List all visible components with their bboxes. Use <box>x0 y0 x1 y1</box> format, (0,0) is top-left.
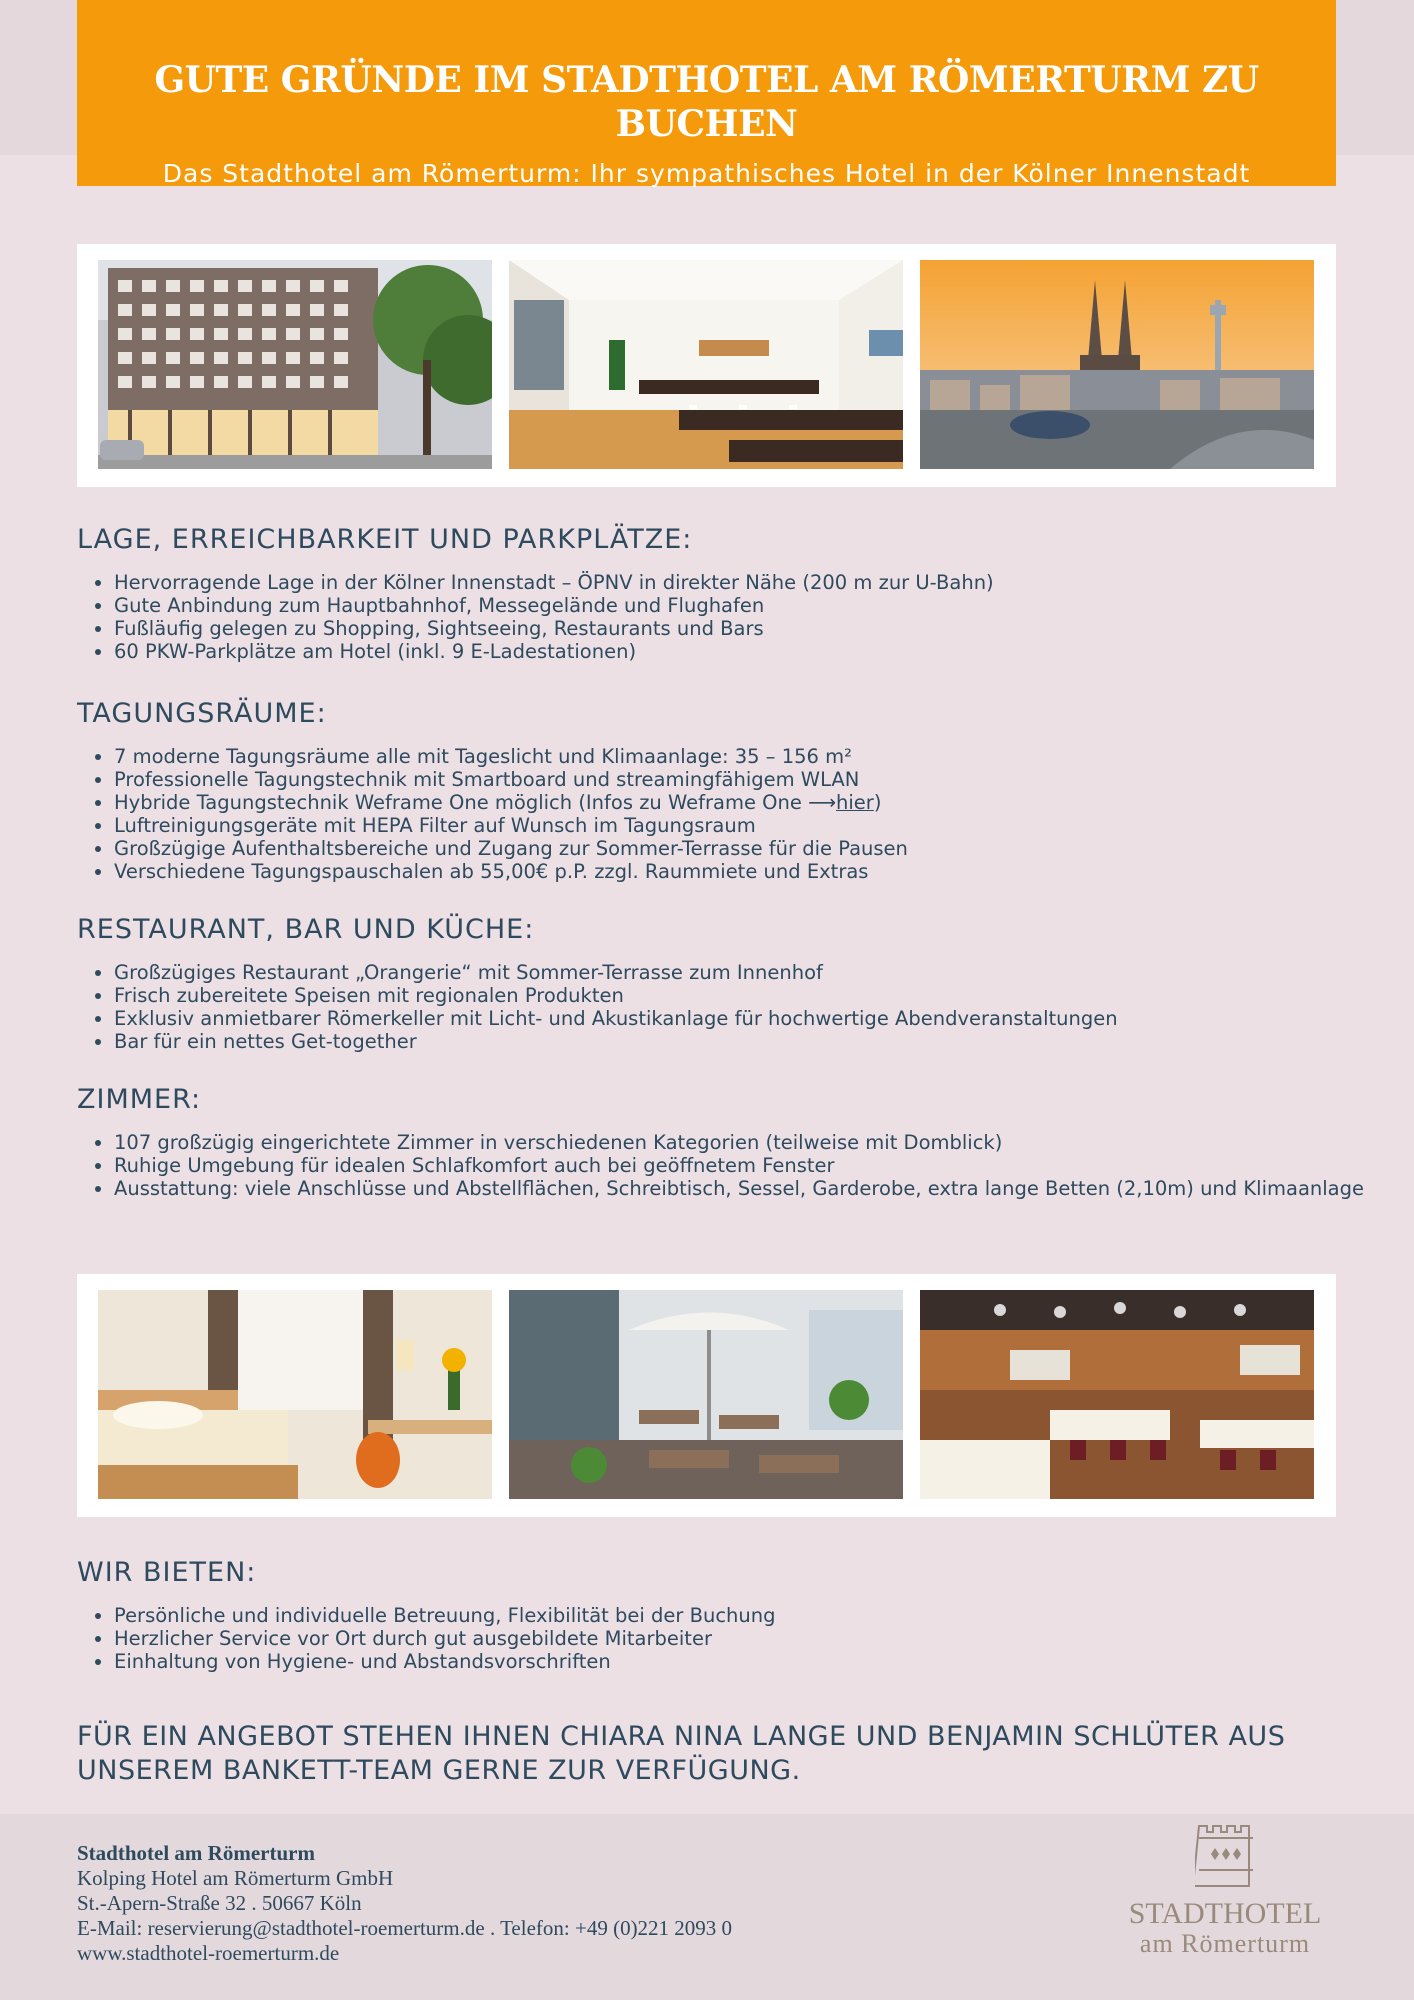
footer-hotel-name: Stadthotel am Römerturm <box>77 1841 315 1865</box>
photo-hotel-building <box>98 260 492 469</box>
list-item: Großzügiges Restaurant „Orangerie“ mit Sommer-Terrasse zum Innenhof <box>114 961 1367 984</box>
list-item: Einhaltung von Hygiene- und Abstandsvorschriften <box>114 1650 1367 1673</box>
arrow-right-icon: ⟶ <box>808 791 837 814</box>
header-banner <box>77 0 1336 186</box>
list-item: Hervorragende Lage in der Kölner Innenstadt – ÖPNV in direkter Nähe (200 m zur U-Bahn) <box>114 571 1367 594</box>
footer <box>0 1814 1414 2000</box>
section-title-rooms: ZIMMER: <box>77 1084 202 1115</box>
footer-company: Kolping Hotel am Römerturm GmbH <box>77 1866 394 1890</box>
photo-hotel-room <box>98 1290 492 1499</box>
footer-address: St.-Apern-Straße 32 . 50667 Köln <box>77 1891 362 1915</box>
list-item: Luftreinigungsgeräte mit HEPA Filter auf Wunsch im Tagungsraum <box>114 814 1367 837</box>
closing-statement: FÜR EIN ANGEBOT STEHEN IHNEN CHIARA NINA LANGE UND BENJAMIN SCHLÜTER AUS UNSEREM BANKETT-TEAM GERNE ZUR VERFÜGUNG. <box>77 1721 1286 1786</box>
list-item: Gute Anbindung zum Hauptbahnhof, Messegelände und Flughafen <box>114 594 1367 617</box>
logo-line-1: STADTHOTEL <box>1128 1897 1322 1930</box>
section-meeting-rooms <box>77 697 1367 883</box>
list-item-hybrid <box>114 791 1367 814</box>
list-item: Ruhige Umgebung für idealen Schlafkomfort auch bei geöffnetem Fenster <box>114 1154 1367 1177</box>
meeting-rooms-list <box>77 745 1367 883</box>
footer-website[interactable]: www.stadthotel-roemerturm.de <box>77 1941 340 1965</box>
photo-conference-room <box>509 260 903 469</box>
section-title-restaurant: RESTAURANT, BAR UND KÜCHE: <box>77 914 535 945</box>
page-subtitle: Das Stadthotel am Römerturm: Ihr sympathisches Hotel in der Kölner Innenstadt <box>162 159 1251 188</box>
section-title-meeting-rooms: TAGUNGSRÄUME: <box>77 698 327 729</box>
list-item: Verschiedene Tagungspauschalen ab 55,00€ p.P. zzgl. Raummiete und Extras <box>114 860 1367 883</box>
list-item: 60 PKW-Parkplätze am Hotel (inkl. 9 E-Ladestationen) <box>114 640 1367 663</box>
photo-restaurant-hall <box>920 1290 1314 1499</box>
page-title: GUTE GRÜNDE IM STADTHOTEL AM RÖMERTURM ZU BUCHEN <box>154 59 1259 145</box>
hybrid-suffix: ) <box>873 791 882 814</box>
photo-strip-top <box>77 244 1336 487</box>
castle-tower-icon <box>1195 1824 1255 1888</box>
footer-email-phone[interactable]: E-Mail: reservierung@stadthotel-roemerturm.de . Telefon: +49 (0)221 2093 0 <box>77 1916 733 1940</box>
photo-cologne-skyline <box>920 260 1314 469</box>
section-title-we-offer: WIR BIETEN: <box>77 1557 257 1588</box>
list-item: Persönliche und individuelle Betreuung, Flexibilität bei der Buchung <box>114 1604 1367 1627</box>
hotel-logo <box>1125 1824 1325 1974</box>
list-item: Frisch zubereitete Speisen mit regionalen Produkten <box>114 984 1367 1007</box>
photo-strip-bottom <box>77 1274 1336 1517</box>
we-offer-list <box>77 1604 1367 1673</box>
location-list <box>77 571 1367 663</box>
footer-contact <box>77 1841 732 1966</box>
list-item: Großzügige Aufenthaltsbereiche und Zugang zur Sommer-Terrasse für die Pausen <box>114 837 1367 860</box>
section-rooms <box>77 1083 1367 1200</box>
weframe-info-link[interactable]: hier <box>836 791 874 814</box>
section-we-offer <box>77 1556 1367 1673</box>
list-item: Fußläufig gelegen zu Shopping, Sightseeing, Restaurants und Bars <box>114 617 1367 640</box>
list-item: 107 großzügig eingerichtete Zimmer in verschiedenen Kategorien (teilweise mit Domblick) <box>114 1131 1367 1154</box>
list-item: Professionelle Tagungstechnik mit Smartboard und streamingfähigem WLAN <box>114 768 1367 791</box>
rooms-list <box>77 1131 1367 1200</box>
section-restaurant <box>77 913 1367 1053</box>
list-item: Ausstattung: viele Anschlüsse und Abstellflächen, Schreibtisch, Sessel, Garderobe, extra lange Betten (2,10m) und Klimaanlage <box>114 1177 1367 1200</box>
hybrid-text: Hybride Tagungstechnik Weframe One möglich (Infos zu Weframe One <box>114 791 809 814</box>
list-item: 7 moderne Tagungsräume alle mit Tageslicht und Klimaanlage: 35 – 156 m² <box>114 745 1367 768</box>
list-item: Herzlicher Service vor Ort durch gut ausgebildete Mitarbeiter <box>114 1627 1367 1650</box>
photo-summer-terrace <box>509 1290 903 1499</box>
logo-line-2: am Römerturm <box>1139 1929 1311 1958</box>
section-title-location: LAGE, ERREICHBARKEIT UND PARKPLÄTZE: <box>77 524 693 555</box>
section-location <box>77 523 1367 663</box>
list-item: Exklusiv anmietbarer Römerkeller mit Licht- und Akustikanlage für hochwertige Abendveranstaltungen <box>114 1007 1367 1030</box>
list-item: Bar für ein nettes Get-together <box>114 1030 1367 1053</box>
restaurant-list <box>77 961 1367 1053</box>
